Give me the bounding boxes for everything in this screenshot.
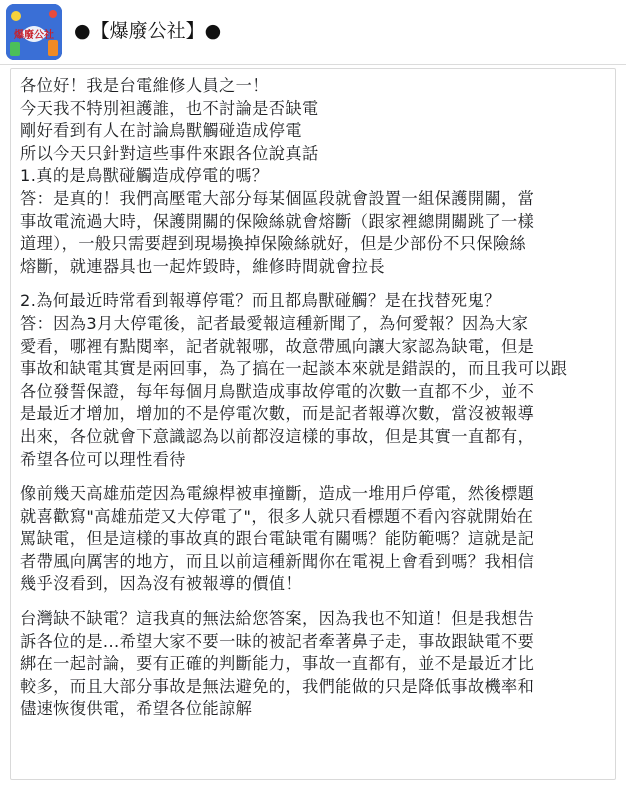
post-text-line: 者帶風向厲害的地方，而且以前這種新聞你在電視上會看到嗎？我相信 <box>20 551 535 571</box>
post-text-line: 儘速恢復供電，希望各位能諒解 <box>20 699 253 719</box>
post-text-line: 就喜歡寫"高雄茄萣又大停電了"，很多人就只看標題不看內容就開始在 <box>20 506 534 526</box>
post-text-line: 答：因為3月大停電後，記者最愛報這種新聞了，為何愛報？因為大家 <box>20 313 529 333</box>
post-text-line: 較多，而且大部分事故是無法避免的，我們能做的只是降低事故機率和 <box>20 676 535 696</box>
post-text-line: 剛好看到有人在討論鳥獸觸碰造成停電 <box>20 121 302 141</box>
avatar-logo-text: 爆廢公社 <box>14 30 54 41</box>
post-text-line: 希望各位可以理性看待 <box>20 449 186 469</box>
post-text-line: 今天我不特別袒護誰，也不討論是否缺電 <box>20 98 319 118</box>
post-text-line: 幾乎沒看到，因為沒有被報導的價值！ <box>20 574 302 594</box>
post-text-line: 事故電流過大時，保護開關的保險絲就會熔斷（跟家裡總開關跳了一樣 <box>20 211 535 231</box>
post-text-line: 出來，各位就會下意識認為以前都沒這樣的事故，但是其實一直都有， <box>20 426 535 446</box>
post-text-line: 熔斷，就連器具也一起炸毀時，維修時間就會拉長 <box>20 256 385 276</box>
page-header <box>0 0 626 65</box>
post-text-line: 訴各位的是...希望大家不要一昧的被記者牽著鼻子走，事故跟缺電不要 <box>20 631 535 651</box>
post-text-line: 道理），一般只需要趕到現場換掉保險絲就好，但是少部份不只保險絲 <box>20 234 527 254</box>
post-paragraph <box>20 608 615 721</box>
post-text-line: 像前幾天高雄茄萣因為電線桿被車撞斷，造成一堆用戶停電，然後標題 <box>20 484 535 504</box>
post-text-line: 罵缺電，但是這樣的事故真的跟台電缺電有關嗎？能防範嗎？這就是記 <box>20 529 535 549</box>
post-text-line: 台灣缺不缺電？這我真的無法給您答案，因為我也不知道！但是我想告 <box>20 609 535 629</box>
post-text-line: 2.為何最近時常看到報導停電？而且都鳥獸碰觸？是在找替死鬼？ <box>20 291 501 311</box>
post-text-line: 所以今天只針對這些事件來跟各位說真話 <box>20 143 319 163</box>
post-text-line: 是最近才增加，增加的不是停電次數，而是記者報導次數，當沒被報導 <box>20 404 535 424</box>
post-text-line: 答：是真的！我們高壓電大部分每某個區段就會設置一組保護開關，當 <box>20 188 535 208</box>
post-text-line: 愛看，哪裡有點閱率，記者就報哪，故意帶風向讓大家認為缺電，但是 <box>20 336 535 356</box>
post-text-line: 各位發誓保證，每年每個月鳥獸造成事故停電的次數一直都不少，並不 <box>20 381 535 401</box>
page-logo-icon <box>6 4 62 60</box>
avatar[interactable] <box>6 4 62 60</box>
post-text-line: 各位好！我是台電維修人員之一！ <box>20 76 269 95</box>
post-paragraph <box>20 290 615 471</box>
page-name[interactable]: ●【爆廢公社】● <box>74 20 222 42</box>
post-text-line: 綁在一起討論，要有正確的判斷能力，事故一直都有，並不是最近才比 <box>20 654 535 674</box>
post-text-line: 事故和缺電其實是兩回事，為了搞在一起談本來就是錯誤的，而且我可以跟 <box>20 359 568 379</box>
post-paragraph <box>20 483 615 596</box>
post-body <box>10 68 616 780</box>
post-text-line: 1.真的是鳥獸碰觸造成停電的嗎？ <box>20 166 269 186</box>
post-paragraph <box>20 75 615 278</box>
